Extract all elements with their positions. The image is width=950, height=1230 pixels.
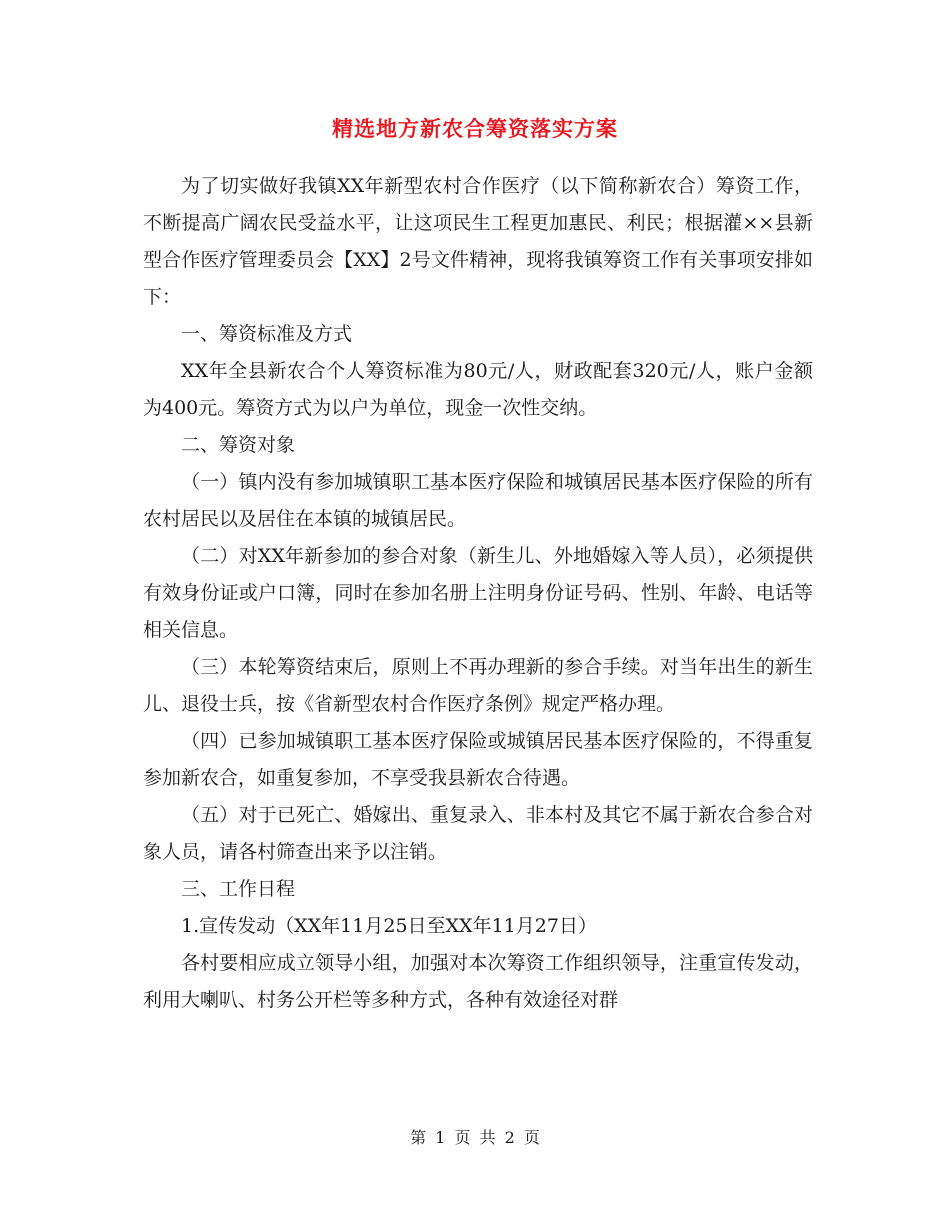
paragraph-intro: 为了切实做好我镇XX年新型农村合作医疗（以下简称新农合）筹资工作，不断提高广阔农民受益水平，让这项民生工程更加惠民、利民；根据灌××县新型合作医疗管理委员会【XX】2号文件精神，现将我镇筹资工作有关事项安排如下： bbox=[143, 175, 813, 308]
paragraph-funding-standard: XX年全县新农合个人筹资标准为80元/人，财政配套320元/人，账户金额为400元。筹资方式为以户为单位，现金一次性交纳。 bbox=[143, 360, 813, 419]
section-heading-3: 三、工作日程 bbox=[181, 878, 296, 900]
paragraph-target-4: （四）已参加城镇职工基本医疗保险或城镇居民基本医疗保险的，不得重复参加新农合，如重复参加，不享受我县新农合待遇。 bbox=[143, 730, 813, 789]
paragraph-publicity: 各村要相应成立领导小组，加强对本次筹资工作组织领导，注重宣传发动，利用大喇叭、村务公开栏等多种方式，各种有效途径对群 bbox=[143, 952, 813, 1011]
paragraph-target-2: （二）对XX年新参加的参合对象（新生儿、外地婚嫁入等人员），必须提供有效身份证或户口簿，同时在参加名册上注明身份证号码、性别、年龄、电话等相关信息。 bbox=[143, 545, 813, 641]
document-title: 精选地方新农合筹资落实方案 bbox=[332, 116, 618, 141]
section-heading-1: 一、筹资标准及方式 bbox=[181, 323, 353, 345]
paragraph-target-5: （五）对于已死亡、婚嫁出、重复录入、非本村及其它不属于新农合参合对象人员，请各村筛查出来予以注销。 bbox=[143, 804, 813, 863]
subsection-heading-1: 1.宣传发动（XX年11月25日至XX年11月27日） bbox=[181, 915, 597, 937]
paragraph-target-3: （三）本轮筹资结束后，原则上不再办理新的参合手续。对当年出生的新生儿、退役士兵，按《省新型农村合作医疗条例》规定严格办理。 bbox=[143, 656, 813, 715]
section-heading-2: 二、筹资对象 bbox=[181, 434, 296, 456]
page-footer: 第 1 页 共 2 页 bbox=[410, 1128, 540, 1147]
paragraph-target-1: （一）镇内没有参加城镇职工基本医疗保险和城镇居民基本医疗保险的所有农村居民以及居住在本镇的城镇居民。 bbox=[143, 471, 813, 530]
document-body bbox=[143, 168, 813, 1019]
